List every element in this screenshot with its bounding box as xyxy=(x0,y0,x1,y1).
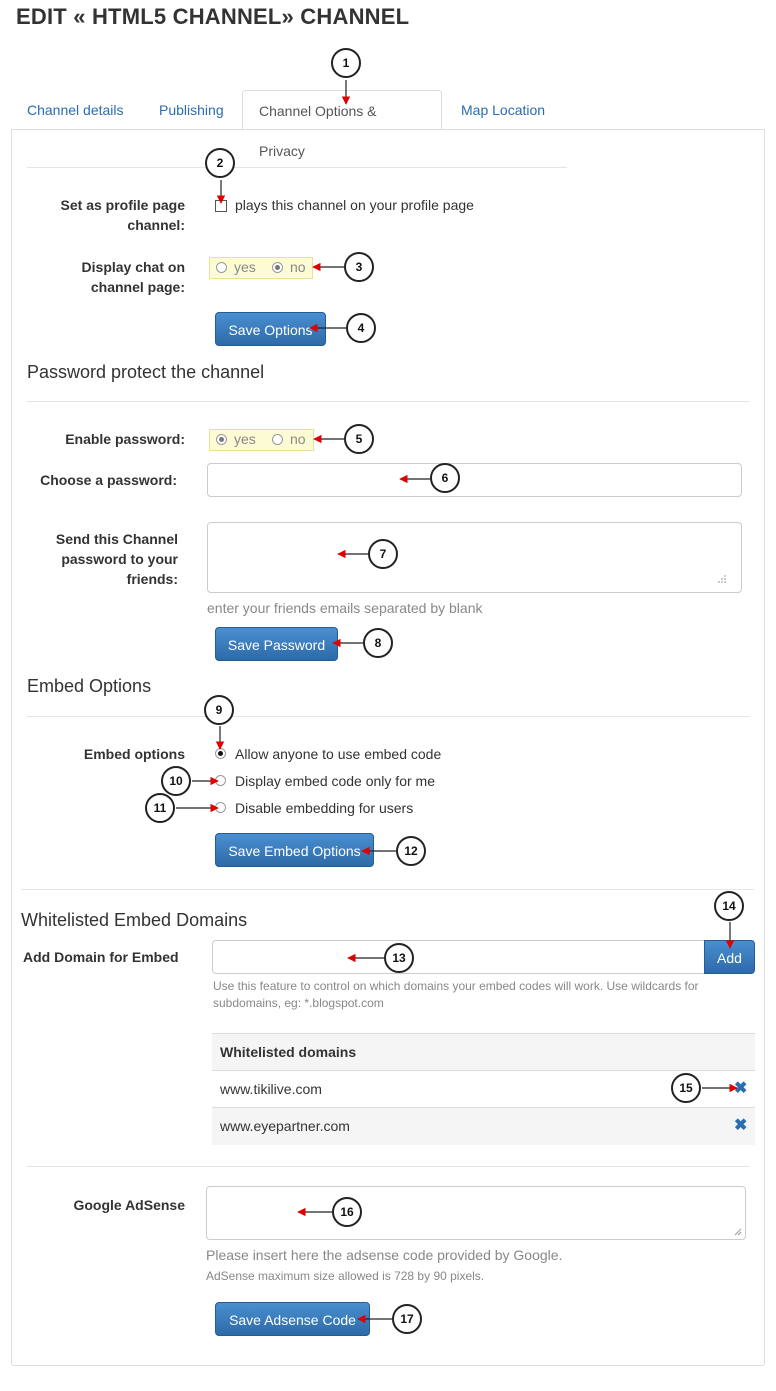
profile-page-checkbox-label: plays this channel on your profile page xyxy=(235,197,474,213)
whitelist-table-header-label: Whitelisted domains xyxy=(220,1044,357,1060)
add-domain-label: Add Domain for Embed xyxy=(23,949,179,965)
embed-disable-label: Disable embedding for users xyxy=(235,800,414,816)
callout-marker-12: 12 xyxy=(396,836,426,866)
adsense-size-help: AdSense maximum size allowed is 728 by 90 pixels. xyxy=(206,1269,485,1283)
adsense-help: Please insert here the adsense code provided by Google. xyxy=(206,1247,563,1263)
display-chat-label: Display chat on channel page: xyxy=(81,259,185,295)
adsense-label: Google AdSense xyxy=(73,1197,185,1213)
remove-domain-icon[interactable]: ✖ xyxy=(734,1080,748,1097)
callout-marker-13: 13 xyxy=(384,943,414,973)
send-password-label: Send this Channel password to your friends: xyxy=(55,531,178,587)
password-section-title: Password protect the channel xyxy=(27,362,265,382)
enable-password-label: Enable password: xyxy=(65,431,185,447)
password-no-label: no xyxy=(290,431,306,447)
page-title: EDIT « HTML5 CHANNEL» CHANNEL xyxy=(16,4,410,29)
callout-marker-17: 17 xyxy=(392,1304,422,1334)
domain-name: www.eyepartner.com xyxy=(220,1118,350,1134)
save-adsense-button[interactable]: Save Adsense Code xyxy=(215,1302,370,1336)
chat-yes-label: yes xyxy=(234,259,256,275)
callout-marker-9: 9 xyxy=(204,695,234,725)
profile-page-label: Set as profile page channel: xyxy=(60,197,185,233)
callout-marker-11: 11 xyxy=(145,793,175,823)
save-embed-options-button[interactable]: Save Embed Options xyxy=(215,833,374,867)
save-password-button[interactable]: Save Password xyxy=(215,627,338,661)
whitelist-section-title: Whitelisted Embed Domains xyxy=(21,910,248,930)
tab-channel-options-privacy[interactable]: Channel Options & Privacy xyxy=(242,90,442,130)
friends-emails-help: enter your friends emails separated by blank xyxy=(207,600,483,616)
save-options-button[interactable]: Save Options xyxy=(215,312,326,346)
callout-marker-14: 14 xyxy=(714,891,744,921)
tab-publishing[interactable]: Publishing xyxy=(159,102,224,118)
callout-marker-5: 5 xyxy=(344,424,374,454)
callout-marker-10: 10 xyxy=(161,766,191,796)
password-yes-label: yes xyxy=(234,431,256,447)
tab-channel-details[interactable]: Channel details xyxy=(27,102,124,118)
tab-map-location[interactable]: Map Location xyxy=(461,102,546,118)
remove-domain-icon[interactable]: ✖ xyxy=(734,1117,748,1134)
embed-options-label: Embed options xyxy=(83,746,185,762)
callout-marker-6: 6 xyxy=(430,463,460,493)
chat-no-label: no xyxy=(290,259,306,275)
add-domain-help: Use this feature to control on which domains your embed codes will work. Use wildcards for subdomains, eg: *.blogspot.com xyxy=(213,979,699,1010)
callout-marker-2: 2 xyxy=(205,148,235,178)
domain-name: www.tikilive.com xyxy=(220,1081,322,1097)
callout-marker-16: 16 xyxy=(332,1197,362,1227)
embed-section-title: Embed Options xyxy=(27,676,152,696)
choose-password-label: Choose a password: xyxy=(40,472,177,488)
embed-allow-anyone-label: Allow anyone to use embed code xyxy=(235,746,442,762)
callout-marker-7: 7 xyxy=(368,539,398,569)
callout-marker-4: 4 xyxy=(346,313,376,343)
embed-only-me-label: Display embed code only for me xyxy=(235,773,435,789)
callout-marker-15: 15 xyxy=(671,1073,701,1103)
callout-marker-8: 8 xyxy=(363,628,393,658)
add-domain-button[interactable]: Add xyxy=(704,940,755,974)
callout-marker-3: 3 xyxy=(344,252,374,282)
callout-marker-1: 1 xyxy=(331,48,361,78)
